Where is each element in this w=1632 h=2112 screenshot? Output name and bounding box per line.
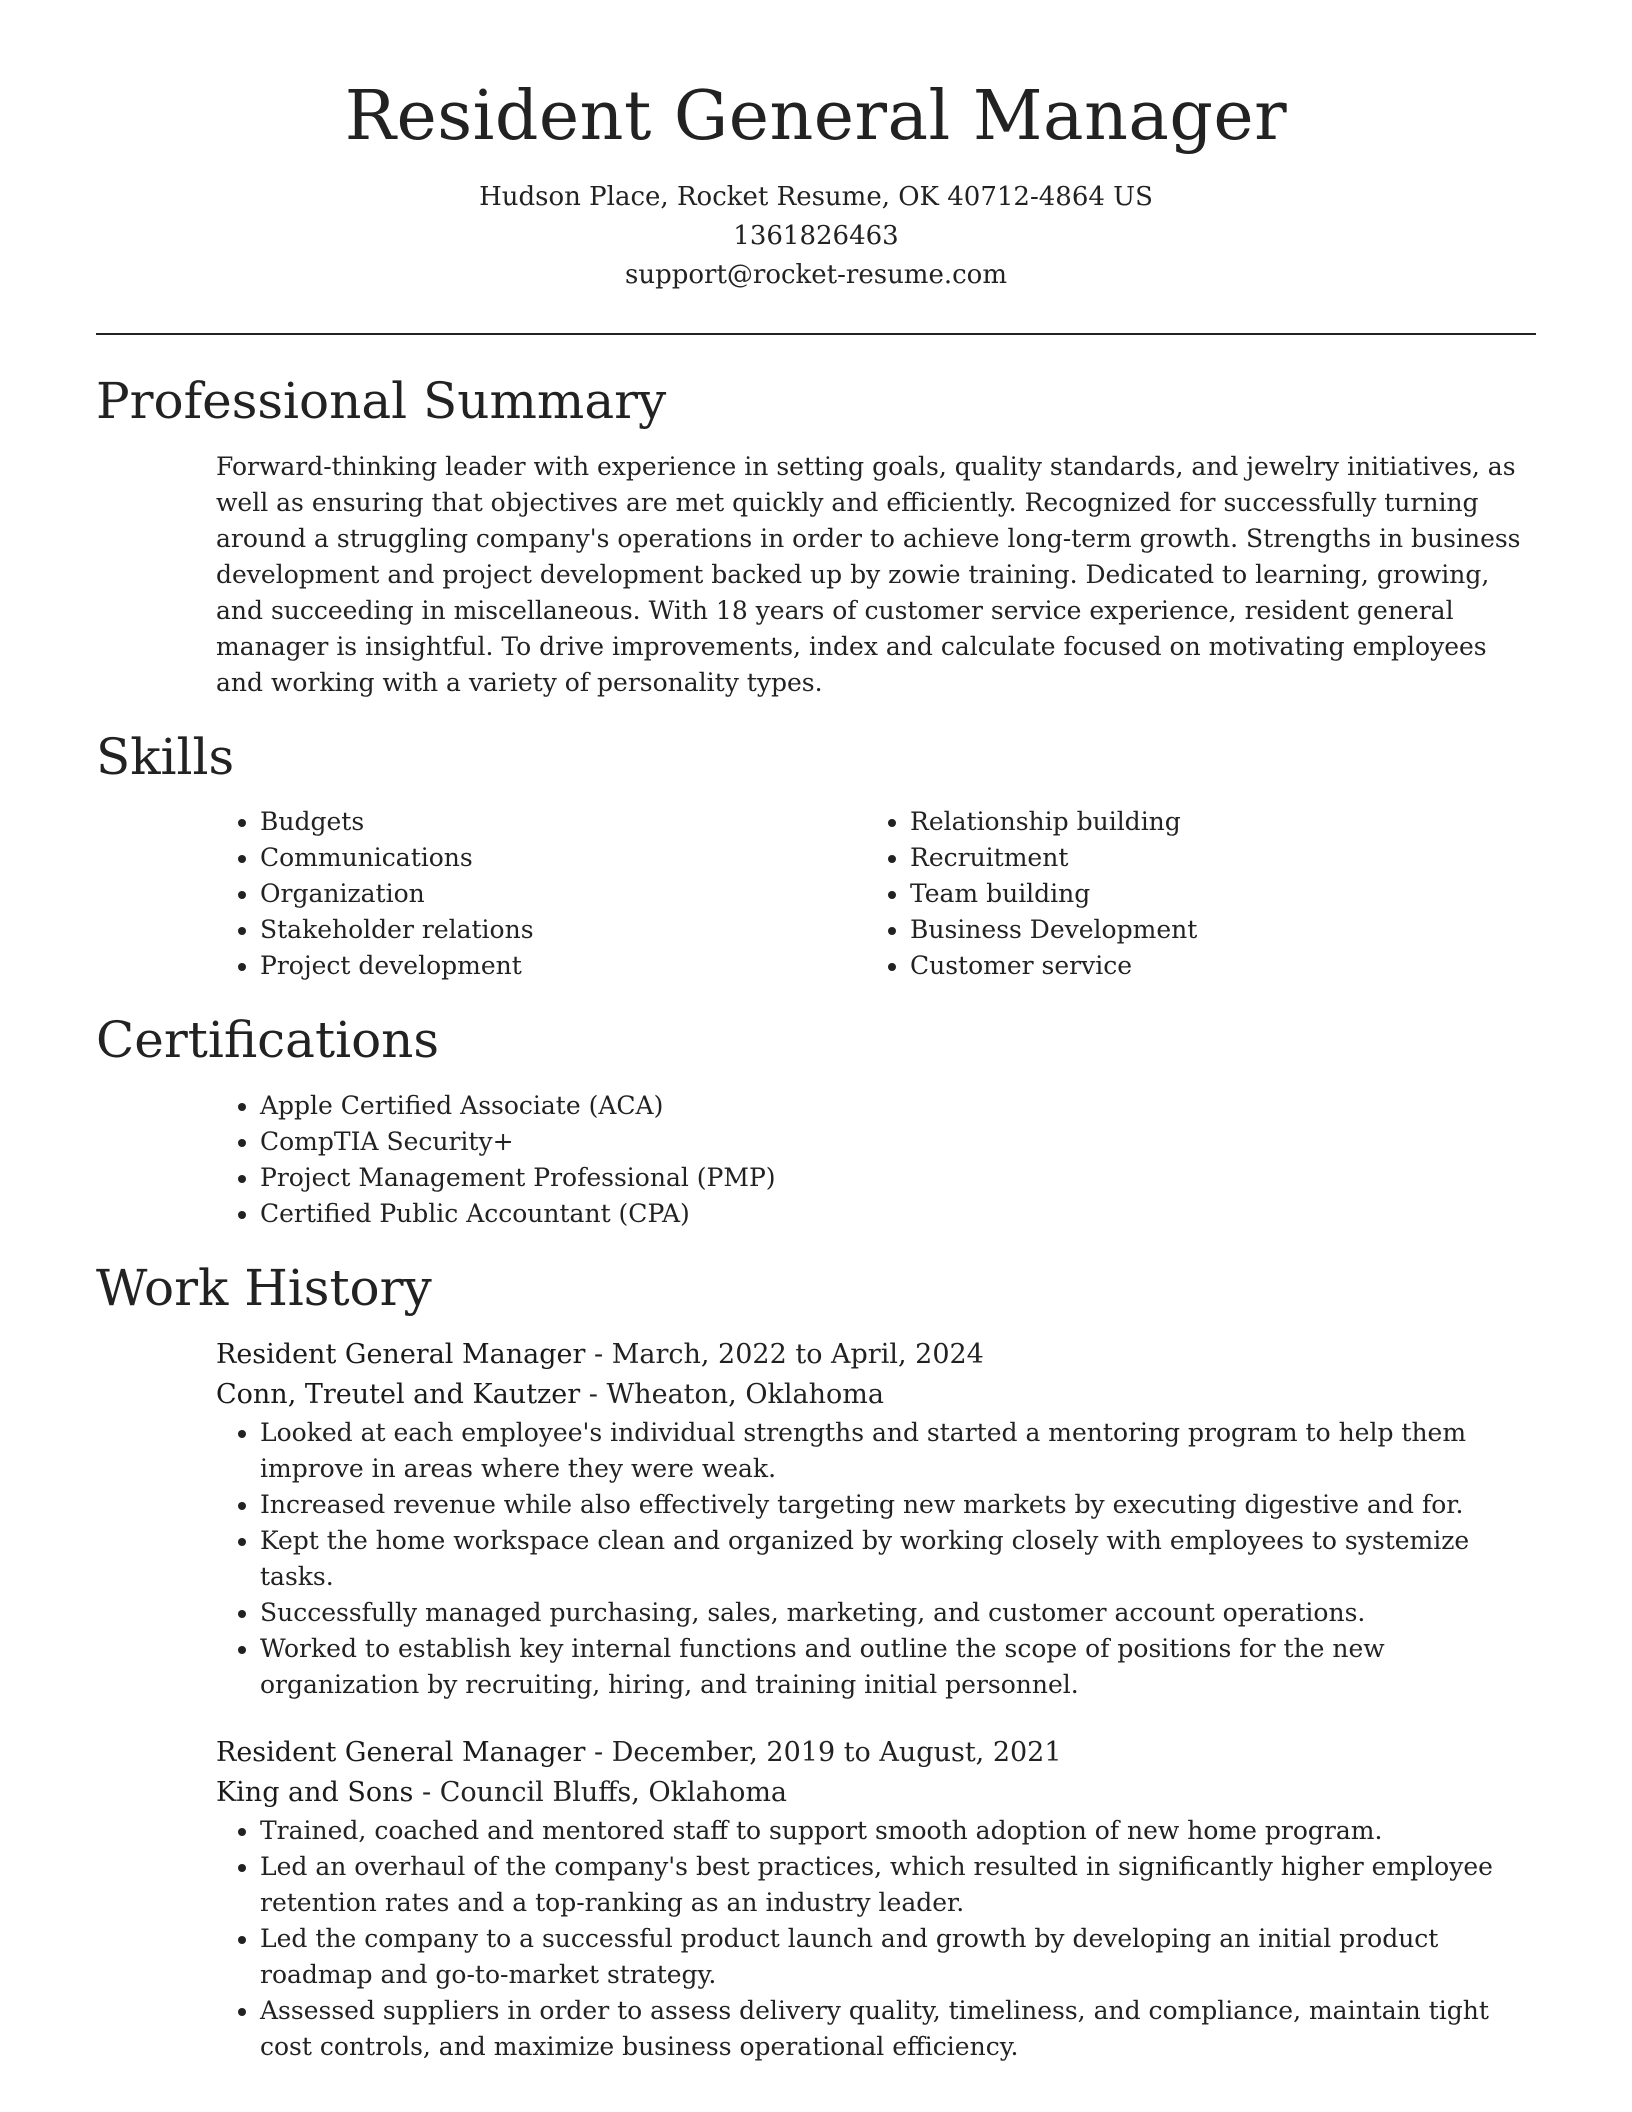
certifications-title: Certifications — [96, 1011, 440, 1070]
skills-list-right — [866, 804, 1516, 984]
certification-item: • CompTIA Security+ — [260, 1124, 1536, 1160]
job-company-line: Conn, Treutel and Kautzer - Wheaton, Oklahoma — [216, 1379, 884, 1411]
job-dates: December, 2019 to August, 2021 — [611, 1737, 1062, 1769]
certification-item: • Project Management Professional (PMP) — [260, 1160, 1536, 1196]
job-bullet: • Successfully managed purchasing, sales, marketing, and customer account operations. — [260, 1595, 1536, 1631]
skill-item: • Communications — [260, 840, 866, 876]
skill-item: • Relationship building — [910, 804, 1516, 840]
skill-item: • Team building — [910, 876, 1516, 912]
summary-section — [96, 373, 1536, 701]
summary-title: Professional Summary — [96, 372, 667, 431]
skill-item: • Budgets — [260, 804, 866, 840]
job-company: King and Sons — [216, 1777, 414, 1809]
contact-phone: 1361826463 — [733, 221, 899, 252]
skills-title: Skills — [96, 727, 235, 786]
header-divider — [96, 333, 1536, 335]
resume-name: Resident General Manager — [344, 77, 1288, 156]
certifications-list — [216, 1088, 1536, 1232]
resume-header — [96, 78, 1536, 295]
job-dates: March, 2022 to April, 2024 — [611, 1339, 984, 1371]
job-bullet: • Looked at each employee's individual strengths and started a mentoring program to help them improve in areas where they were weak. — [260, 1415, 1536, 1487]
job-bullet: • Led the company to a successful product launch and growth by developing an initial product roadmap and go-to-market strategy. — [260, 1921, 1536, 1993]
job-bullet: • Led an overhaul of the company's best practices, which resulted in significantly higher employee retention rates and a top-ranking as an industry leader. — [260, 1849, 1536, 1921]
skills-list-left — [216, 804, 866, 984]
skill-item: • Customer service — [910, 948, 1516, 984]
skill-item: • Recruitment — [910, 840, 1516, 876]
skill-item: • Project development — [260, 948, 866, 984]
job-title-line: Resident General Manager - March, 2022 to April, 2024 — [216, 1339, 984, 1371]
work-history-section — [96, 1260, 1536, 2066]
job-bullets — [216, 1415, 1536, 1703]
job-location: Council Bluffs, Oklahoma — [439, 1777, 788, 1809]
job-title: Resident General Manager — [216, 1737, 586, 1769]
certification-item: • Apple Certified Associate (ACA) — [260, 1088, 1536, 1124]
skill-item: • Organization — [260, 876, 866, 912]
job-location: Wheaton, Oklahoma — [606, 1379, 884, 1411]
job-bullet: • Worked to establish key internal functions and outline the scope of positions for the new organization by recruiting, hiring, and training initial personnel. — [260, 1631, 1536, 1703]
job-bullet: • Increased revenue while also effectively targeting new markets by executing digestive and for. — [260, 1487, 1536, 1523]
job-title: Resident General Manager — [216, 1339, 586, 1371]
certifications-section — [96, 1012, 1536, 1232]
job-company-line: King and Sons - Council Bluffs, Oklahoma — [216, 1777, 788, 1809]
certification-item: • Certified Public Accountant (CPA) — [260, 1196, 1536, 1232]
contact-address: Hudson Place, Rocket Resume, OK 40712-4864 US — [479, 182, 1153, 213]
job-bullet: • Assessed suppliers in order to assess delivery quality, timeliness, and compliance, maintain tight cost controls, and maximize business operational efficiency. — [260, 1993, 1536, 2065]
job-bullet: • Trained, coached and mentored staff to support smooth adoption of new home program. — [260, 1813, 1536, 1849]
job-entry — [216, 1335, 1536, 1703]
contact-email: support@rocket-resume.com — [624, 260, 1007, 291]
job-bullets — [216, 1813, 1536, 2065]
job-bullet: • Kept the home workspace clean and organized by working closely with employees to systemize tasks. — [260, 1523, 1536, 1595]
skills-section — [96, 729, 1536, 985]
skill-item: • Business Development — [910, 912, 1516, 948]
job-entry — [216, 1733, 1536, 2065]
job-title-line: Resident General Manager - December, 2019 to August, 2021 — [216, 1737, 1062, 1769]
summary-text: Forward-thinking leader with experience in setting goals, quality standards, and jewelry initiatives, as well as ensuring that objectives are met quickly and efficiently. Recognized for successfully turning around a struggling company's operations in order to achieve long-term growth. Strengths in business development and project development backed up by zowie training. Dedicated to learning, growing, and succeeding in miscellaneous. With 18 years of customer service experience, resident general manager is insightful. To drive improvements, index and calculate focused on motivating employees and working with a variety of personality types. — [216, 451, 1521, 697]
work-history-title: Work History — [96, 1258, 432, 1317]
job-company: Conn, Treutel and Kautzer — [216, 1379, 581, 1411]
skill-item: • Stakeholder relations — [260, 912, 866, 948]
